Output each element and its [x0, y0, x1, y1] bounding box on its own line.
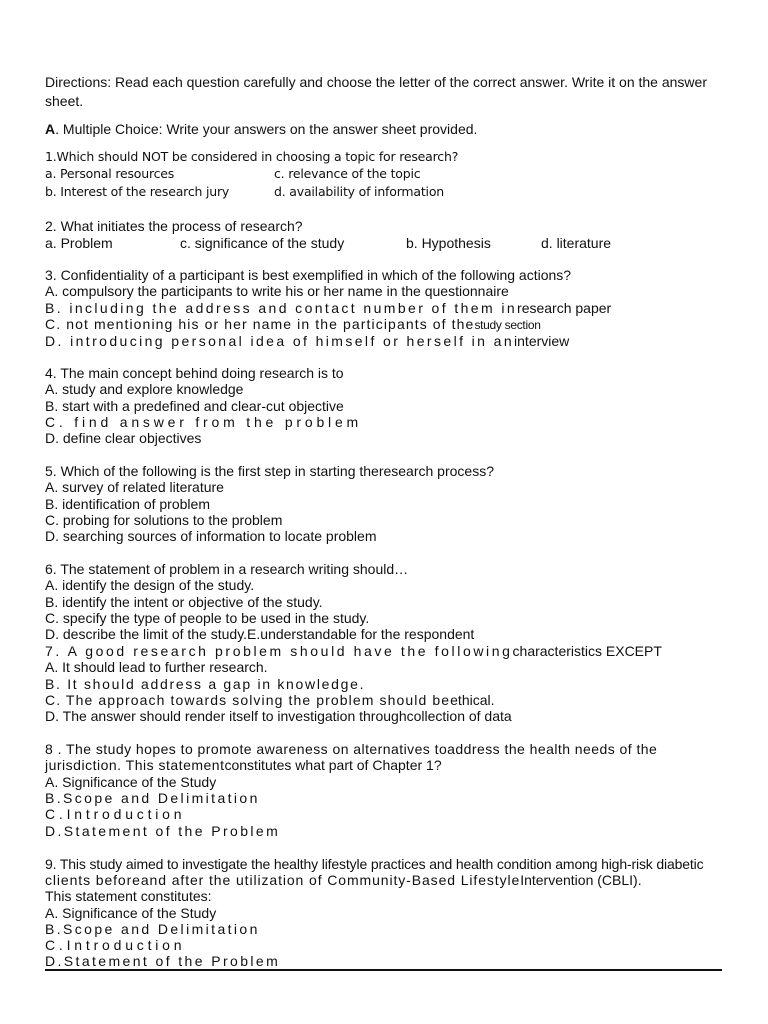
q8-stem-line-1: 8 . The study hopes to promote awareness on alternatives toaddress the health needs of the: [45, 741, 658, 757]
q9-option-d: D.Statement of the Problem: [45, 953, 281, 969]
q6-option-c: C. specify the type of people to be used in the study.: [45, 610, 370, 626]
q5-option-d: D. searching sources of information to locate problem: [45, 528, 377, 544]
q3-option-b: B. including the address and contact number of them inresearch paper: [45, 300, 612, 316]
q8-option-c: C.Introduction: [45, 806, 186, 822]
q9-stem-line-2: clients beforeand after the utilization of Community-Based LifestyleIntervention (CBLI).: [45, 872, 642, 888]
section-a-letter: A: [45, 121, 56, 137]
q7-stem: 7. A good research problem should have the followingcharacteristics EXCEPT: [45, 643, 662, 659]
q6-stem: 6. The statement of problem in a research writing should…: [45, 561, 409, 577]
q2-option-c: c. significance of the study: [180, 235, 345, 251]
q2-option-a: a. Problem: [45, 235, 113, 251]
directions-line-2: sheet.: [45, 93, 84, 109]
q6-option-a: A. identify the design of the study.: [45, 577, 255, 593]
q9-option-a: A. Significance of the Study: [45, 905, 217, 921]
q4-option-d: D. define clear objectives: [45, 430, 202, 446]
q5-option-b: B. identification of problem: [45, 496, 210, 512]
q7-option-a: A. It should lead to further research.: [45, 659, 268, 675]
q1-option-d: d. availability of information: [274, 184, 444, 199]
q5-option-c: C. probing for solutions to the problem: [45, 512, 283, 528]
bottom-divider: [45, 969, 722, 971]
q2-option-d: d. literature: [541, 235, 612, 251]
q1-option-b: b. Interest of the research jury: [45, 184, 230, 199]
q9-stem-line-1: 9. This study aimed to investigate the healthy lifestyle practices and health condition among high-risk diabetic: [45, 856, 704, 872]
q8-stem-line-2: jurisdiction. This statementconstitutes what part of Chapter 1?: [45, 757, 442, 773]
q5-option-a: A. survey of related literature: [45, 479, 224, 495]
q4-option-b: B. start with a predefined and clear-cut objective: [45, 398, 344, 414]
q7-option-b: B. It should address a gap in knowledge.: [45, 676, 366, 692]
q1-options-row-2: [45, 184, 444, 200]
q4-option-c: C. find answer from the problem: [45, 414, 362, 430]
q8-option-d: D.Statement of the Problem: [45, 823, 281, 839]
section-a-text: . Multiple Choice: Write your answers on the answer sheet provided.: [55, 121, 478, 137]
q3-stem: 3. Confidentiality of a participant is best exemplified in which of the following actions?: [45, 267, 572, 283]
q1-option-a: a. Personal resources: [45, 166, 175, 181]
q8-option-b: B.Scope and Delimitation: [45, 790, 260, 806]
q6-option-b: B. identify the intent or objective of the study.: [45, 594, 323, 610]
q1-options-row-1: [45, 166, 421, 182]
q5-stem: 5. Which of the following is the first step in starting theresearch process?: [45, 463, 494, 479]
q1-option-c: c. relevance of the topic: [274, 166, 421, 181]
q9-option-b: B.Scope and Delimitation: [45, 921, 260, 937]
q7-option-c: C. The approach towards solving the problem should beethical.: [45, 692, 495, 708]
section-a-heading: [45, 121, 477, 137]
q2-option-b: b. Hypothesis: [406, 235, 491, 251]
q9-stem-line-3: This statement constitutes:: [45, 888, 212, 904]
q4-option-a: A. study and explore knowledge: [45, 381, 244, 397]
q2-stem: 2. What initiates the process of research?: [45, 218, 303, 234]
q7-option-d: D. The answer should render itself to investigation throughcollection of data: [45, 708, 512, 724]
q3-option-a: A. compulsory the participants to write his or her name in the questionnaire: [45, 283, 509, 299]
q1-stem: 1.Which should NOT be considered in choosing a topic for research?: [45, 149, 459, 164]
q8-option-a: A. Significance of the Study: [45, 774, 217, 790]
directions-line-1: Directions: Read each question carefully and choose the letter of the correct answer. Write it on the answer: [45, 74, 707, 90]
q2-options-row: [45, 235, 612, 251]
q9-option-c: C.Introduction: [45, 937, 186, 953]
q3-option-c: C. not mentioning his or her name in the participants of thestudy section: [45, 316, 541, 332]
q6-option-d: D. describe the limit of the study.E.understandable for the respondent: [45, 626, 475, 642]
q3-option-d: D. introducing personal idea of himself or herself in aninterview: [45, 333, 570, 349]
q4-stem: 4. The main concept behind doing research is to: [45, 365, 344, 381]
